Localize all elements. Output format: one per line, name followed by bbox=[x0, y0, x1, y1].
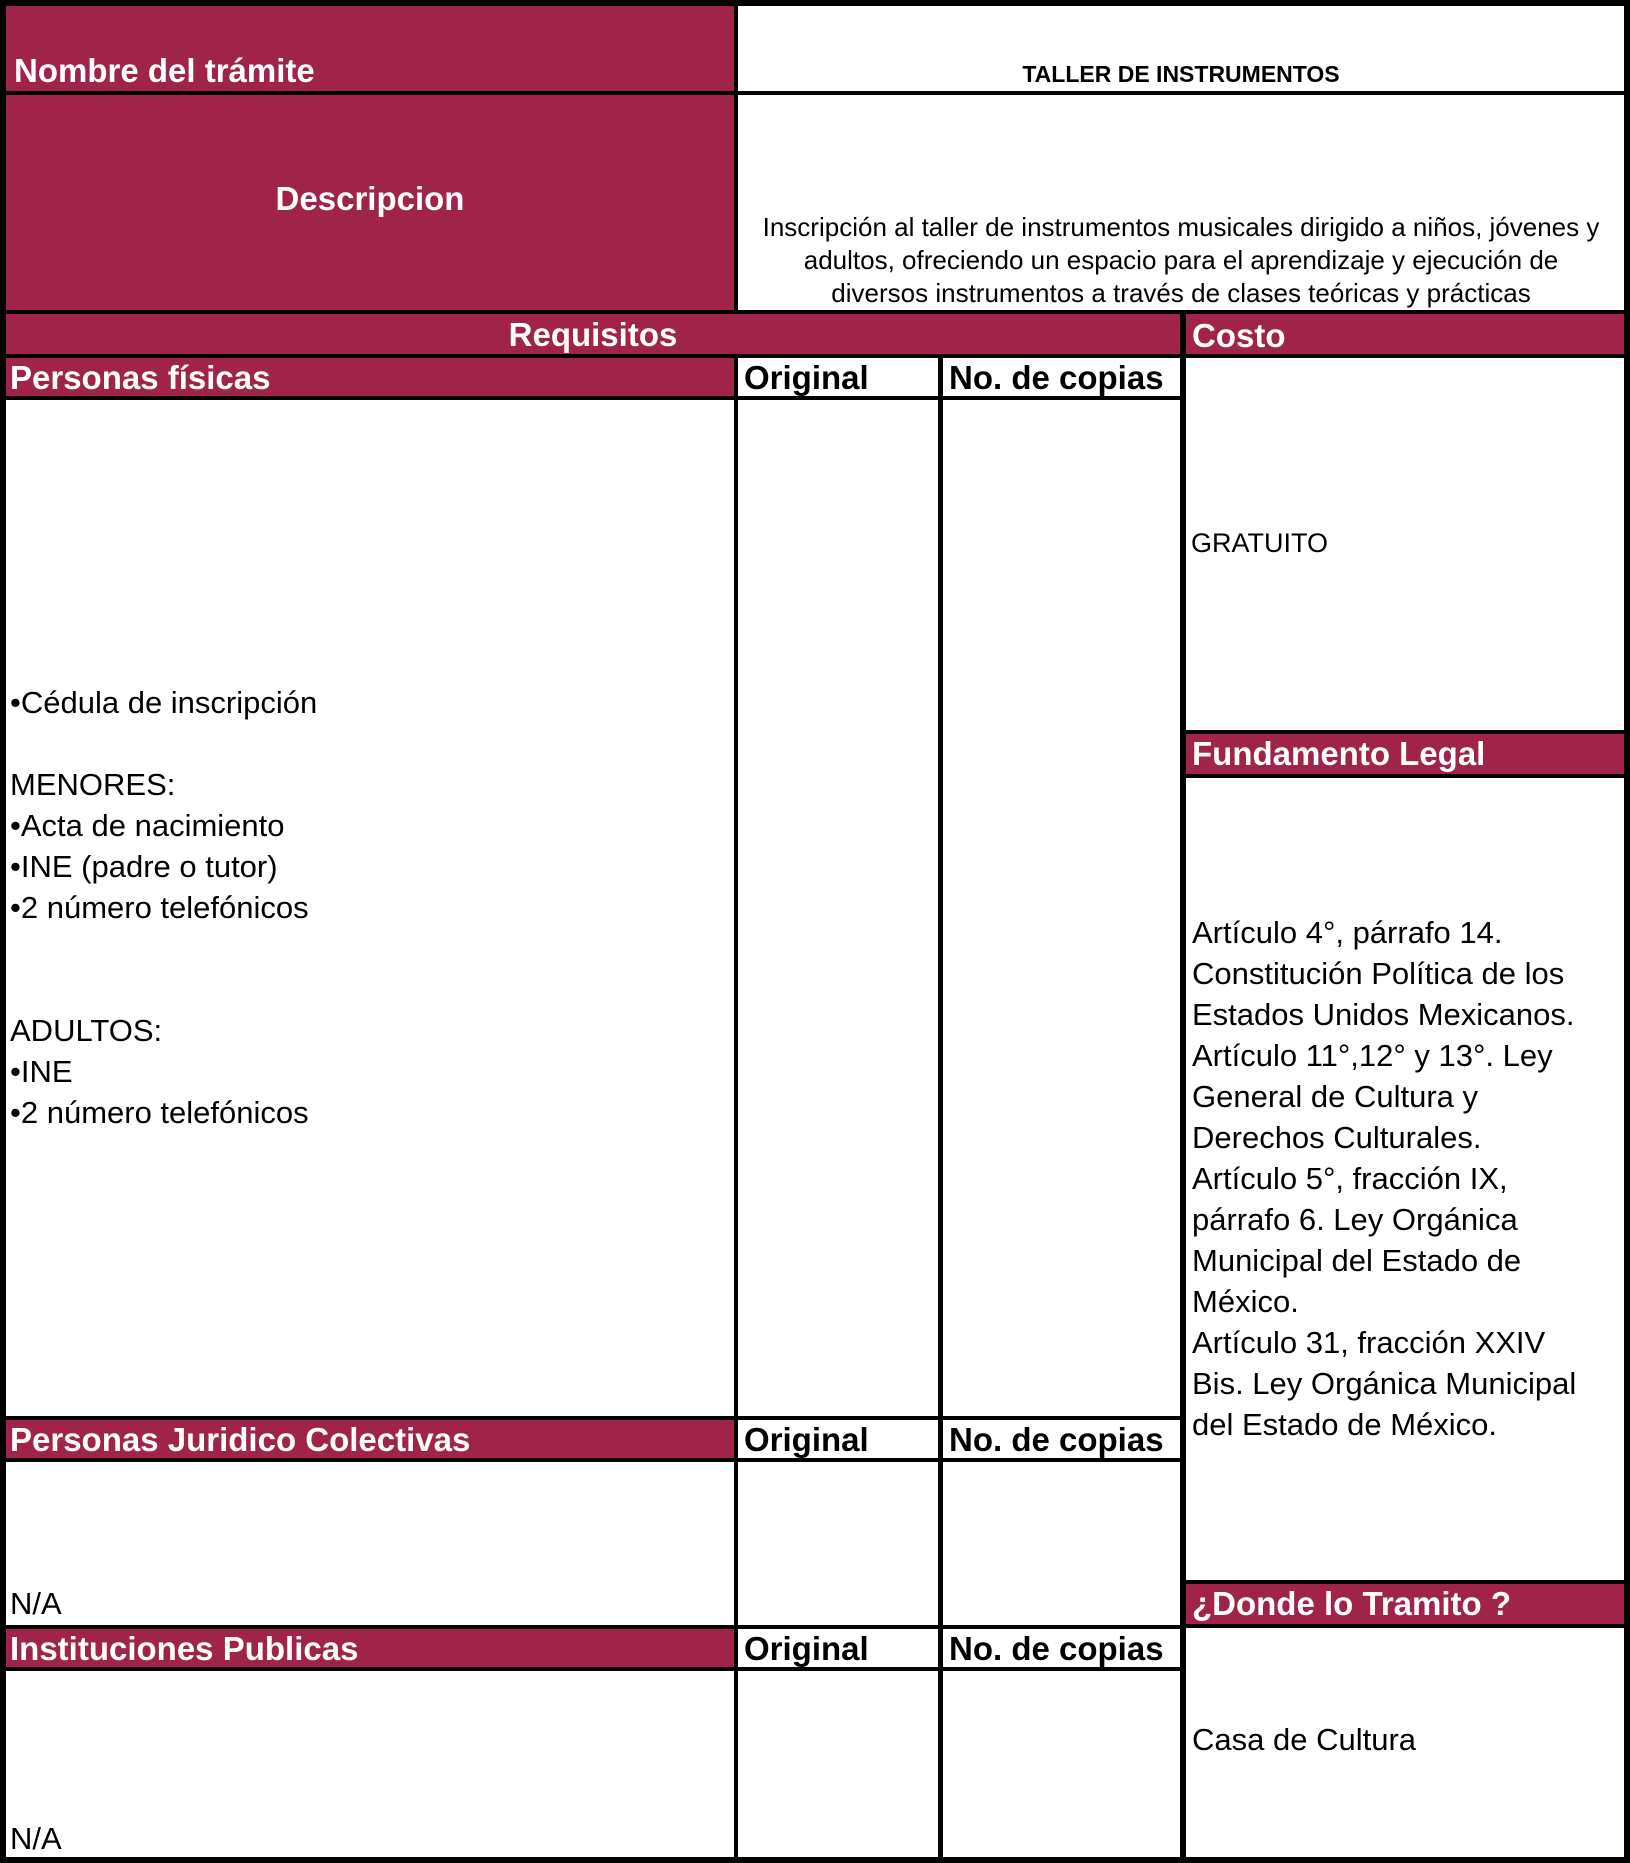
descripcion-value-cell bbox=[738, 95, 1624, 310]
pf-requisitos-cell bbox=[6, 400, 734, 1416]
pf-line: MENORES: bbox=[10, 767, 176, 802]
ip-original-label: Original bbox=[744, 1630, 869, 1667]
personas-juridico-header bbox=[6, 1420, 734, 1458]
ip-copias-header bbox=[943, 1629, 1180, 1667]
instituciones-label: Instituciones Publicas bbox=[10, 1630, 359, 1667]
pj-original-header bbox=[738, 1420, 938, 1458]
fundamento-line: General de Cultura y bbox=[1192, 1079, 1479, 1114]
descripcion-line: adultos, ofreciendo un espacio para el aprendizaje y ejecución de bbox=[803, 245, 1559, 275]
nombre-value: TALLER DE INSTRUMENTOS bbox=[1022, 61, 1340, 87]
ip-original-header bbox=[738, 1629, 938, 1667]
pf-original-cell bbox=[738, 400, 938, 1416]
pf-line: •INE bbox=[10, 1054, 73, 1089]
personas-juridico-label: Personas Juridico Colectivas bbox=[10, 1421, 471, 1458]
pf-copias-cell bbox=[943, 400, 1180, 1416]
fundamento-line: Artículo 4°, párrafo 14. bbox=[1192, 915, 1503, 950]
pf-line bbox=[10, 928, 317, 969]
pf-copias-header bbox=[943, 358, 1180, 396]
pf-line bbox=[10, 969, 317, 1010]
costo-value: GRATUITO bbox=[1191, 528, 1329, 558]
requisitos-header bbox=[6, 314, 1180, 354]
fundamento-text bbox=[1192, 912, 1576, 1445]
donde-label: ¿Donde lo Tramito ? bbox=[1192, 1585, 1511, 1622]
donde-value: Casa de Cultura bbox=[1192, 1722, 1417, 1757]
pf-line: ADULTOS: bbox=[10, 1013, 163, 1048]
fundamento-cell bbox=[1186, 778, 1624, 1580]
fundamento-line: párrafo 6. Ley Orgánica bbox=[1192, 1202, 1518, 1237]
costo-header bbox=[1186, 314, 1624, 354]
fundamento-line: Bis. Ley Orgánica Municipal bbox=[1192, 1366, 1577, 1401]
ip-copias-label: No. de copias bbox=[949, 1630, 1164, 1667]
pj-copias-label: No. de copias bbox=[949, 1421, 1164, 1458]
nombre-label bbox=[6, 6, 734, 91]
pf-line: •2 número telefónicos bbox=[10, 1095, 309, 1130]
pj-original-label: Original bbox=[744, 1421, 869, 1458]
fundamento-line: Estados Unidos Mexicanos. bbox=[1192, 997, 1575, 1032]
fundamento-line: Artículo 11°,12° y 13°. Ley bbox=[1192, 1038, 1553, 1073]
costo-value-cell bbox=[1186, 358, 1624, 730]
pf-copias-label: No. de copias bbox=[949, 359, 1164, 396]
fundamento-line: Derechos Culturales. bbox=[1192, 1120, 1482, 1155]
pj-value: N/A bbox=[10, 1586, 62, 1621]
pj-copias-cell bbox=[943, 1462, 1180, 1625]
nombre-label-text: Nombre del trámite bbox=[14, 52, 315, 89]
descripcion-line: Inscripción al taller de instrumentos musicales dirigido a niños, jóvenes y bbox=[762, 212, 1600, 242]
personas-fisicas-label: Personas físicas bbox=[10, 359, 271, 396]
pf-line: •INE (padre o tutor) bbox=[10, 849, 278, 884]
personas-fisicas-header bbox=[6, 358, 734, 396]
pf-line: •Acta de nacimiento bbox=[10, 808, 285, 843]
requisitos-title: Requisitos bbox=[508, 316, 678, 353]
pf-line: •2 número telefónicos bbox=[10, 890, 309, 925]
pf-requisitos-list bbox=[10, 682, 317, 1133]
fundamento-label: Fundamento Legal bbox=[1192, 735, 1486, 772]
ip-copias-cell bbox=[943, 1671, 1180, 1857]
pf-original-header bbox=[738, 358, 938, 396]
ip-value: N/A bbox=[10, 1821, 62, 1856]
fundamento-line: Municipal del Estado de bbox=[1192, 1243, 1522, 1278]
fundamento-line: México. bbox=[1192, 1284, 1299, 1319]
descripcion-label-cell bbox=[6, 95, 734, 310]
instituciones-header bbox=[6, 1629, 734, 1667]
descripcion-text bbox=[738, 211, 1624, 310]
pj-original-cell bbox=[738, 1462, 938, 1625]
ip-original-cell bbox=[738, 1671, 938, 1857]
descripcion-label: Descripcion bbox=[275, 180, 465, 217]
fundamento-line: Artículo 5°, fracción IX, bbox=[1192, 1161, 1508, 1196]
donde-header bbox=[1186, 1584, 1624, 1624]
pj-requisitos-cell bbox=[6, 1462, 734, 1625]
fundamento-line: Constitución Política de los bbox=[1192, 956, 1565, 991]
costo-label: Costo bbox=[1192, 317, 1286, 354]
fundamento-line: del Estado de México. bbox=[1192, 1407, 1498, 1442]
pj-copias-header bbox=[943, 1420, 1180, 1458]
fundamento-line: Artículo 31, fracción XXIV bbox=[1192, 1325, 1546, 1360]
pf-line: •Cédula de inscripción bbox=[10, 685, 318, 720]
descripcion-line: diversos instrumentos a través de clases teóricas y prácticas bbox=[831, 278, 1531, 308]
fundamento-header bbox=[1186, 734, 1624, 774]
pf-line bbox=[10, 723, 317, 764]
ip-requisitos-cell bbox=[6, 1671, 734, 1857]
donde-cell bbox=[1186, 1628, 1624, 1857]
nombre-value-cell bbox=[738, 6, 1624, 91]
pf-original-label: Original bbox=[744, 359, 869, 396]
